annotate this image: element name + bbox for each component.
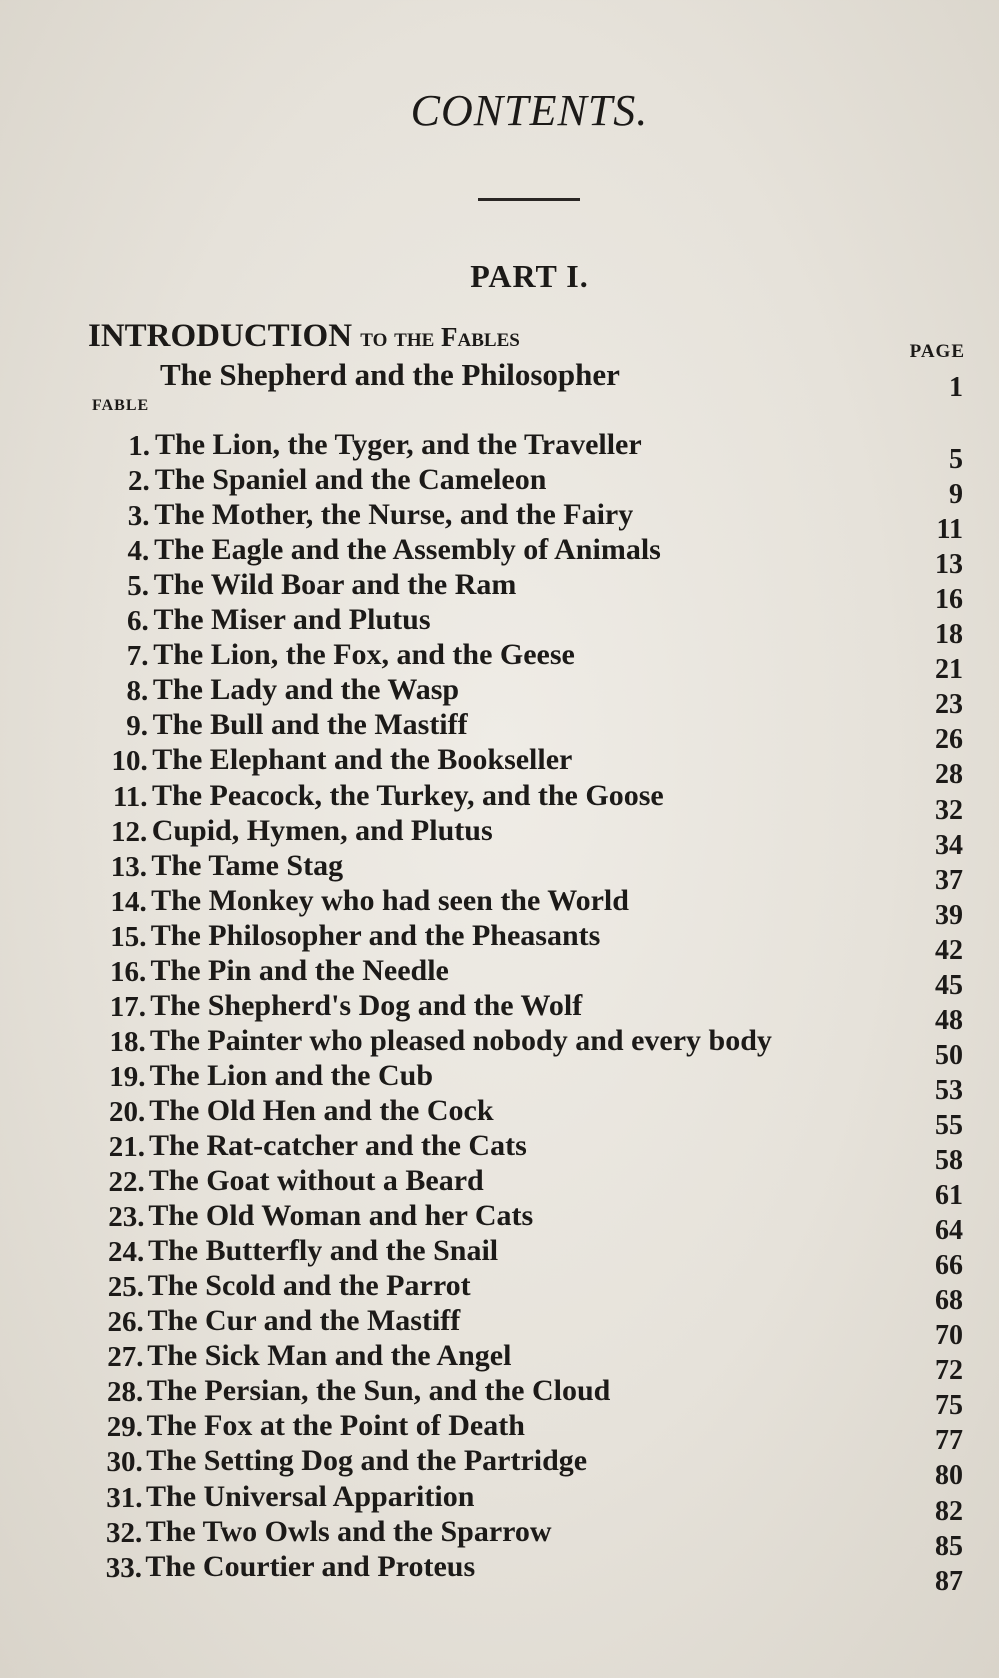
- fable-title: The Old Hen and the Cock: [149, 1093, 494, 1127]
- fable-title: The Miser and Plutus: [153, 603, 431, 637]
- fable-title: The Lady and the Wasp: [152, 673, 460, 707]
- fable-number: 3.: [127, 500, 150, 533]
- fable-title: Cupid, Hymen, and Plutus: [151, 813, 493, 847]
- fable-column-header: FABLE: [92, 397, 150, 414]
- divider-rule: [478, 198, 580, 201]
- fable-number: 17.: [109, 990, 146, 1023]
- fable-number: 6.: [127, 605, 149, 638]
- fable-page: 77: [935, 1425, 963, 1457]
- fable-number: 2.: [128, 465, 150, 498]
- fable-title: The Persian, the Sun, and the Cloud: [146, 1374, 611, 1408]
- fable-page: 85: [935, 1530, 963, 1562]
- fable-number: 12.: [111, 815, 148, 848]
- fable-title: The Scold and the Parrot: [147, 1269, 471, 1303]
- fable-page: 66: [935, 1250, 963, 1282]
- fable-title: The Rat-catcher and the Cats: [149, 1129, 527, 1162]
- fable-page: 37: [935, 864, 963, 896]
- part-heading: PART I.: [470, 258, 589, 294]
- introduction-rest: to the Fables: [360, 322, 520, 352]
- fable-number: 33.: [105, 1551, 142, 1584]
- fable-page: 53: [935, 1074, 963, 1106]
- fable-page: 45: [935, 969, 963, 1001]
- fable-page: 32: [935, 794, 963, 826]
- fable-number: 31.: [106, 1481, 143, 1514]
- fable-title: The Setting Dog and the Partridge: [146, 1444, 588, 1478]
- fable-title: The Butterfly and the Snail: [148, 1234, 499, 1268]
- fable-page: 5: [949, 444, 963, 475]
- fable-title: The Elephant and the Bookseller: [152, 743, 573, 777]
- fable-page: 9: [949, 479, 963, 511]
- fable-number: 1.: [128, 430, 150, 462]
- fable-page: 82: [935, 1495, 963, 1527]
- prologue-title: The Shepherd and the Philosopher: [160, 357, 620, 392]
- fable-number: 4.: [127, 535, 150, 568]
- fable-title: The Painter who pleased nobody and every body: [149, 1023, 772, 1057]
- fable-title: The Lion, the Fox, and the Geese: [153, 638, 575, 672]
- fable-title: The Peacock, the Turkey, and the Goose: [152, 778, 664, 812]
- fable-title: The Sick Man and the Angel: [147, 1339, 512, 1373]
- fable-page: 34: [935, 829, 963, 861]
- fable-number: 10.: [111, 745, 148, 778]
- fable-page: 61: [935, 1180, 963, 1212]
- fable-page: 68: [935, 1285, 963, 1317]
- fable-number: 30.: [106, 1446, 143, 1479]
- fable-page: 39: [935, 899, 963, 931]
- fable-number: 29.: [106, 1411, 143, 1444]
- fable-number: 8.: [126, 675, 149, 708]
- fable-number: 27.: [107, 1341, 144, 1374]
- prologue-page: 1: [949, 372, 963, 403]
- fable-title: The Cur and the Mastiff: [147, 1304, 461, 1338]
- fable-number: 18.: [109, 1025, 146, 1058]
- fable-page: 64: [935, 1215, 963, 1247]
- fable-page: 26: [935, 724, 963, 756]
- fable-page: 80: [935, 1460, 963, 1492]
- fable-number: 5.: [127, 570, 149, 603]
- fable-number: 25.: [107, 1271, 144, 1304]
- fable-title: The Lion, the Tyger, and the Traveller: [155, 428, 642, 461]
- fable-title: The Tame Stag: [151, 848, 344, 882]
- fable-number: 13.: [110, 850, 147, 883]
- fable-number: 9.: [126, 710, 148, 743]
- fable-page: 50: [935, 1039, 963, 1071]
- fable-number: 15.: [110, 920, 147, 953]
- fable-number: 19.: [109, 1060, 146, 1093]
- fable-title: The Monkey who had seen the World: [151, 883, 629, 917]
- fable-page: 48: [935, 1004, 963, 1036]
- fable-page: 58: [935, 1145, 963, 1176]
- fable-title: The Mother, the Nurse, and the Fairy: [154, 498, 634, 532]
- fable-title: The Universal Apparition: [146, 1479, 475, 1513]
- fable-title: The Goat without a Beard: [148, 1164, 484, 1198]
- fable-title: The Fox at the Point of Death: [146, 1409, 525, 1443]
- introduction-lead: INTRODUCTION: [88, 318, 353, 354]
- fable-page: 21: [935, 654, 963, 686]
- fable-page: 70: [935, 1320, 963, 1352]
- fable-number: 14.: [110, 885, 147, 918]
- fable-page: 23: [935, 689, 963, 721]
- fable-number: 20.: [109, 1095, 146, 1128]
- fable-title: The Two Owls and the Sparrow: [145, 1514, 552, 1548]
- fable-title: The Shepherd's Dog and the Wolf: [150, 988, 583, 1022]
- fable-title: The Pin and the Needle: [150, 953, 449, 987]
- fable-page: 28: [935, 759, 963, 791]
- page-column-header: PAGE: [909, 341, 965, 362]
- introduction-heading: [88, 318, 520, 355]
- fable-page: 42: [935, 934, 963, 966]
- fable-number: 11.: [112, 780, 148, 813]
- fable-title: The Wild Boar and the Ram: [153, 568, 517, 602]
- fable-title: The Bull and the Mastiff: [152, 708, 468, 742]
- fable-number: 23.: [108, 1201, 145, 1234]
- fable-page: 55: [935, 1109, 963, 1141]
- fable-title: The Courtier and Proteus: [145, 1549, 476, 1583]
- fable-page: 18: [935, 619, 963, 651]
- fable-title: The Lion and the Cub: [149, 1058, 434, 1092]
- fable-title: The Eagle and the Assembly of Animals: [154, 533, 661, 567]
- fable-page: 72: [935, 1355, 963, 1387]
- fable-page: 75: [935, 1390, 963, 1422]
- fable-number: 16.: [110, 955, 147, 988]
- page-title: CONTENTS.: [410, 86, 649, 135]
- fable-title: The Philosopher and the Pheasants: [150, 918, 601, 952]
- fable-number: 28.: [107, 1376, 144, 1409]
- fable-title: The Old Woman and her Cats: [148, 1199, 534, 1233]
- fable-number: 7.: [126, 640, 149, 673]
- fable-page: 87: [935, 1565, 963, 1597]
- fable-number: 21.: [108, 1131, 145, 1163]
- fable-number: 22.: [108, 1166, 145, 1199]
- fable-number: 24.: [108, 1236, 145, 1269]
- fable-page: 13: [935, 549, 963, 581]
- fable-page: 11: [936, 514, 963, 546]
- fable-page: 16: [935, 584, 963, 616]
- fable-number: 32.: [106, 1516, 143, 1549]
- fable-title: The Spaniel and the Cameleon: [154, 463, 547, 497]
- fable-number: 26.: [107, 1306, 144, 1339]
